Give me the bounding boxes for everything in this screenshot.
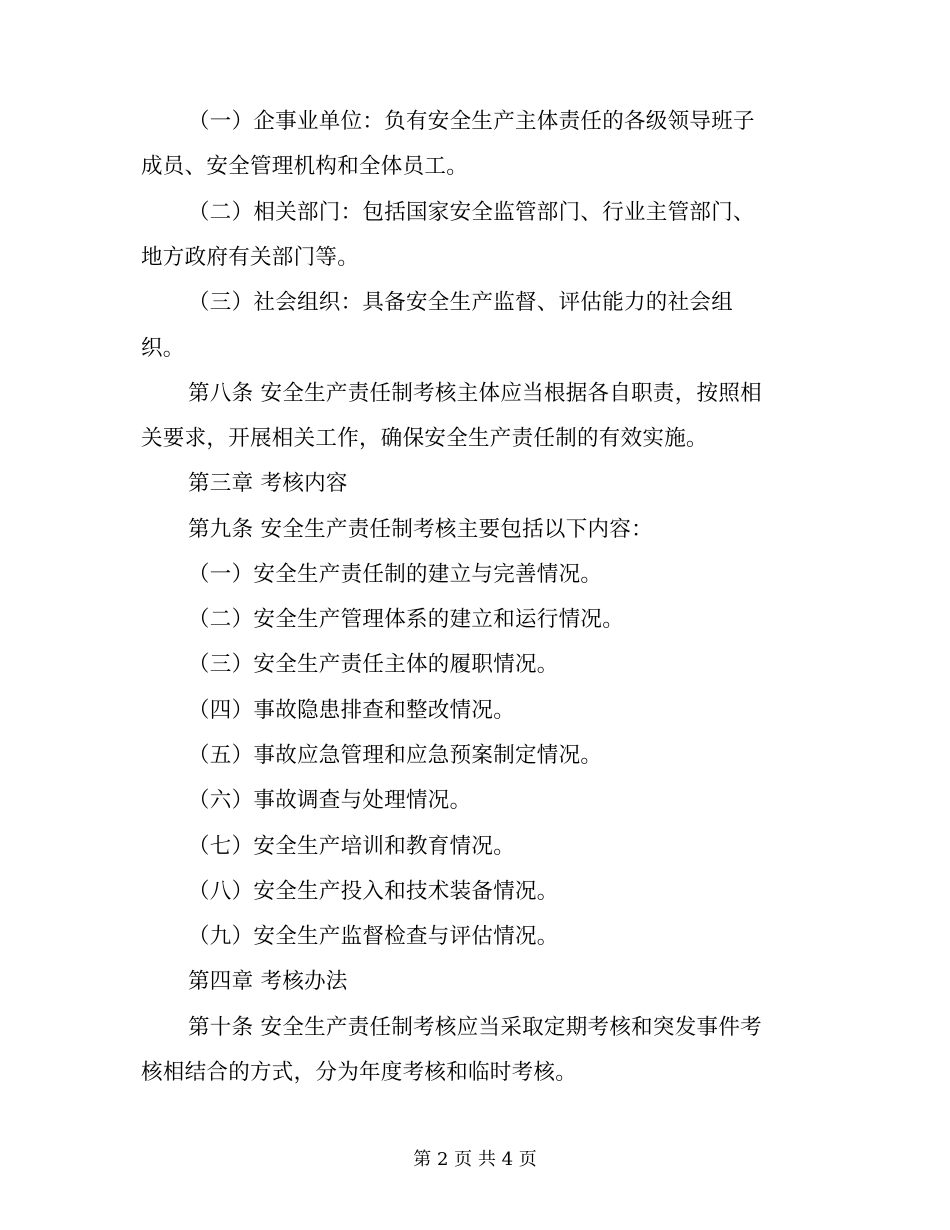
article-heading-line: 第十条 安全生产责任制考核应当采取定期考核和突发事件考: [188, 1015, 762, 1040]
paragraph-line: 织。: [141, 336, 185, 361]
paragraph-line: 成员、安全管理机构和全体员工。: [141, 154, 469, 179]
chapter-heading: 第三章 考核内容: [188, 471, 348, 496]
paragraph-line: （二）相关部门：包括国家安全监管部门、行业主管部门、: [188, 200, 755, 225]
list-item: （五）事故应急管理和应急预案制定情况。: [188, 743, 603, 768]
list-item: （六）事故调查与处理情况。: [188, 788, 472, 813]
page-footer: 第 2 页 共 4 页: [413, 1149, 537, 1170]
paragraph-line: （三）社会组织：具备安全生产监督、评估能力的社会组: [188, 290, 734, 315]
article-heading-line: 第八条 安全生产责任制考核主体应当根据各自职责，按照相: [188, 381, 762, 406]
list-item: （三）安全生产责任主体的履职情况。: [188, 652, 559, 677]
list-item: （八）安全生产投入和技术装备情况。: [188, 879, 559, 904]
list-item: （一）安全生产责任制的建立与完善情况。: [188, 562, 603, 587]
article-heading-line: 第九条 安全生产责任制考核主要包括以下内容：: [188, 517, 653, 542]
paragraph-line: 关要求，开展相关工作，确保安全生产责任制的有效实施。: [141, 426, 708, 451]
paragraph-line: （一）企事业单位：负有安全生产主体责任的各级领导班子: [188, 109, 755, 134]
list-item: （二）安全生产管理体系的建立和运行情况。: [188, 607, 625, 632]
list-item: （九）安全生产监督检查与评估情况。: [188, 924, 559, 949]
list-item: （四）事故隐患排查和整改情况。: [188, 698, 516, 723]
chapter-heading: 第四章 考核办法: [188, 969, 348, 994]
list-item: （七）安全生产培训和教育情况。: [188, 834, 516, 859]
paragraph-line: 核相结合的方式，分为年度考核和临时考核。: [141, 1060, 578, 1085]
paragraph-line: 地方政府有关部门等。: [141, 245, 360, 270]
